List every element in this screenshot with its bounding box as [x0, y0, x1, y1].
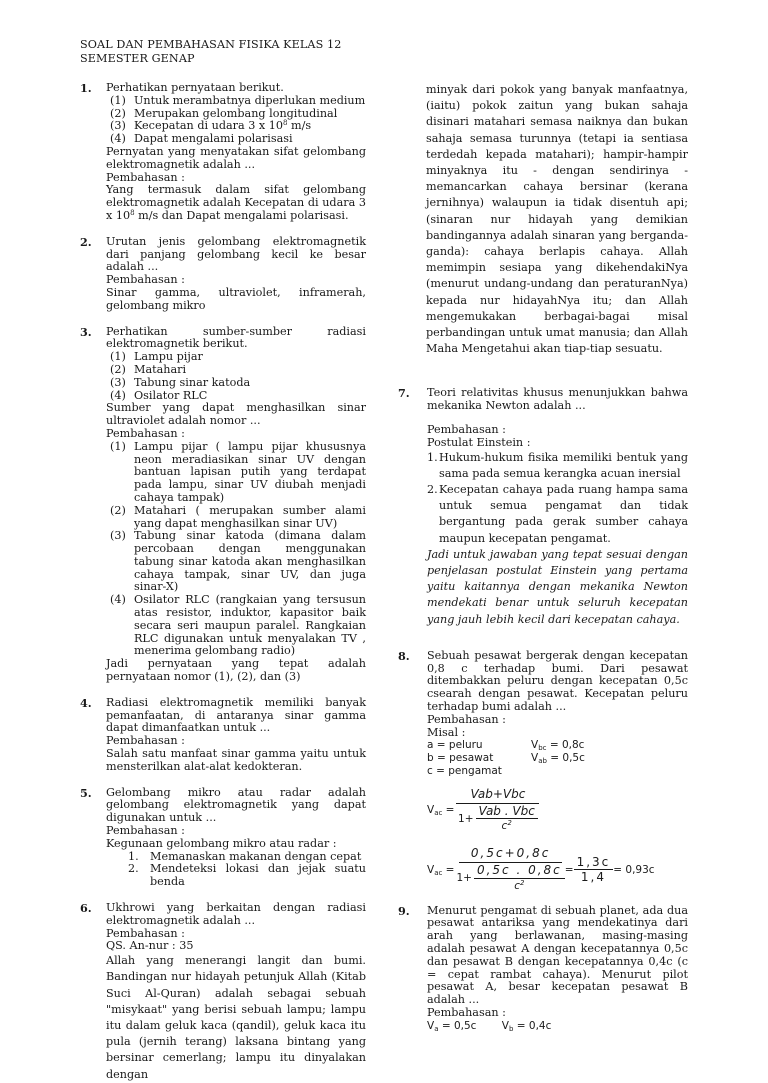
list-item: 1. Memanaskan makanan dengan cepat	[128, 849, 362, 863]
pembahasan-label: Pembahasan :	[427, 1006, 506, 1019]
answer-intro: Kegunaan gelombang mikro atau radar :	[106, 836, 337, 850]
question-text: Sumber yang dapat menghasilkan sinar ultraviolet adalah nomor ...	[106, 401, 366, 428]
question-6	[80, 902, 366, 1083]
explanation-item: (4) Osilator RLC (rangkaian yang tersusun atas resistor, induktor, kapasitor baik secara seri maupun paralel. Rangkaian RLC digunakan untuk menyalakan TV , menerima gelombang radio)	[110, 593, 366, 658]
question-prompt: Perhatikan pernyataan berikut.	[106, 81, 284, 94]
list-item: (2) Matahari	[110, 362, 187, 376]
surah-reference: QS. An-nur : 35	[106, 939, 194, 953]
question-text: Pernyatan yang menyatakan sifat gelombang elektromagnetik adalah ...	[106, 144, 366, 171]
fraction: 0,5c+0,8c 1+ $\frac{0,5c . 0,8c}{c^2}$	[456, 847, 564, 892]
answer-text: Yang termasuk dalam sifat gelombang elektromagnetik adalah Kecepatan di udara 3 x $10^8$ m/s dan Dapat mengalami polarisasi.	[106, 183, 366, 222]
list-item: (1) Untuk merambatnya diperlukan medium	[110, 93, 366, 107]
pembahasan-label: Pembahasan :	[106, 273, 185, 287]
explanation-item: (3) Tabung sinar katoda (dimana dalam percobaan dengan menggunakan tabung sinar katoda akan menghasilkan cahaya tampak, sinar UV, dan juga sinar-X)	[110, 529, 366, 594]
question-number: 5.	[80, 785, 92, 800]
question-prompt: Menurut pengamat di sebuah planet, ada dua pesawat antariksa yang mendekatinya dari arah yang berlawanan, masing-masing adalah pesawat A dengan kecepatannya 0,5c dan pesawat B dengan kecepatannya 0,4c (c = cepat rambat cahaya). Menurut pilot pesawat A, besar kecepatan pesawat B adalah ...	[427, 903, 688, 1007]
question-prompt: Radiasi elektromagnetik memiliki banyak pemanfaatan, di antaranya sinar gamma dapat dimanfaatkan untuk ...	[106, 695, 366, 735]
list-item: (3) Tabung sinar katoda	[110, 375, 251, 389]
variable-row: a = peluru $V_{bc} = 0,8c$	[427, 739, 585, 753]
pembahasan-label: Pembahasan :	[106, 734, 185, 748]
question-number: 4.	[80, 695, 92, 710]
question-prompt: Ukhrowi yang berkaitan dengan radiasi elektromagnetik adalah ...	[106, 901, 366, 927]
conclusion-text: Jadi untuk jawaban yang tepat sesuai dengan penjelasan postulat Einstein yang pertama yaitu kaitannya dengan mekanika Newton mendekati benar untuk seluruh kecepatan yang jauh lebih kecil dari kecepatan cahaya.	[427, 547, 688, 626]
question-number: 3.	[80, 324, 92, 339]
question-prompt: Teori relativitas khusus menunjukkan bahwa mekanika Newton adalah ...	[427, 386, 688, 413]
list-item: (1) Lampu pijar	[110, 350, 203, 364]
explanation-item: (2) Matahari ( merupakan sumber alami yang dapat menghasilkan sinar UV)	[110, 503, 366, 530]
header-title: SOAL DAN PEMBAHASAN FISIKA KELAS 12	[80, 38, 342, 51]
answer-text: Sinar gamma, ultraviolet, inframerah, gelombang mikro	[106, 285, 366, 312]
formula-relativistic-velocity: $V_{ac}$ = Vab+Vbc 1+ $\frac{\text{Vab . Vbc}}{c^2}$	[427, 788, 688, 833]
list-item: (4) Dapat mengalami polarisasi	[110, 132, 293, 146]
conclusion-text: Jadi pernyataan yang tepat adalah pernyataan nomor (1), (2), dan (3)	[106, 657, 366, 684]
question-prompt: Urutan jenis gelombang elektromagnetik dari panjang gelombang kecil ke besar adalah ...	[106, 234, 366, 274]
formula-result: = 0,93c	[613, 863, 655, 876]
question-9	[398, 905, 688, 1033]
pembahasan-label: Pembahasan :	[106, 926, 185, 940]
question-number: 1.	[80, 81, 92, 95]
list-item: 2. Kecepatan cahaya pada ruang hampa sama untuk semua pengamat dan tidak bergantung pada gerak sumber cahaya maupun kecepatan pengamat.	[427, 483, 688, 545]
misal-label: Misal :	[427, 725, 466, 739]
question-number: 9.	[398, 903, 410, 918]
pembahasan-label: Pembahasan :	[106, 170, 185, 184]
question-7	[398, 387, 688, 627]
fraction: Vab+Vbc 1+ $\frac{\text{Vab . Vbc}}{c^2}$	[456, 788, 539, 833]
list-item: (2) Merupakan gelombang longitudinal	[110, 106, 338, 120]
variable-list	[427, 739, 688, 777]
list-item: 1. Hukum-hukum fisika memiliki bentuk yang sama pada semua kerangka acuan inersial	[427, 450, 688, 480]
list-item: (3) Kecepatan di udara 3 x $10^8$ m/s	[110, 119, 312, 133]
question-prompt: Sebuah pesawat bergerak dengan kecepatan 0,8 c terhadap bumi. Dari pesawat ditembakkan peluru dengan kecepatan 0,5c csearah dengan pesawat. Kecepatan peluru terhadap bumi adalah ...	[427, 648, 688, 714]
given-values: $V_a = 0,5c$ $V_b = 0,4c$	[427, 1019, 552, 1033]
verse-text: Allah yang menerangi langit dan bumi. Bandingan nur hidayah petunjuk Allah (Kitab Suci Al-Quran) adalah sebagai sebuah "misykaat" yang berisi sebuah lampu; lampu itu dalam geluk kaca (qandil), geluk kaca itu pula (jernih terang) laksana bintang yang bersinar cemerlang; lampu itu dinyalakan dengan	[106, 954, 366, 1081]
verse-text-continued: minyak dari pokok yang banyak manfaatnya, (iaitu) pokok zaitun yang bukan sahaja disinari matahari semasa naiknya dan bukan sahaja semasa turunnya (tetapi ia sentiasa terdedah kepada matahari); hampir-hampir minyaknya itu - dengan sendirinya - memancarkan cahaya bersinar (kerana jernihnya) walaupun ia tidak disentuh api; (sinaran nur hidayah yang demikian bandingannya adalah sinaran yang berganda-ganda): cahaya berlapis cahaya. Allah memimpin sesiapa yang dikehendakiNya (menurut undang-undang dan peraturanNya) kepada nur hidayahNya itu; dan Allah mengemukakan berbagai-bagai misal perbandingan untuk umat manusia; dan Allah Maha Mengetahui akan tiap-tiap sesuatu.	[426, 83, 688, 356]
question-2	[80, 236, 366, 313]
variable-row: c = pengamat	[427, 765, 502, 778]
question-prompt: Gelombang mikro atau radar adalah gelombang elektromagnetik yang dapat digunakan untuk ...	[106, 785, 366, 825]
postulat-label: Postulat Einstein :	[427, 435, 531, 449]
question-3	[80, 326, 366, 684]
question-number: 8.	[398, 648, 410, 663]
question-number: 2.	[80, 234, 92, 249]
question-8	[398, 650, 688, 893]
right-column	[398, 82, 688, 1046]
answer-text: Salah satu manfaat sinar gamma yaitu untuk mensterilkan alat-alat kedokteran.	[106, 747, 366, 773]
header-subtitle: SEMESTER GENAP	[80, 51, 195, 65]
question-5	[80, 787, 366, 889]
question-prompt: Perhatikan sumber-sumber radiasi elektromagnetik berikut.	[106, 324, 366, 351]
pembahasan-label: Pembahasan :	[106, 426, 185, 440]
document-header	[80, 38, 341, 65]
pembahasan-label: Pembahasan :	[427, 712, 506, 726]
formula-calculation: $V_{ac}$ = 0,5c+0,8c 1+ $\frac{0,5c . 0,8c}{c^2}$ = $\frac{1,3c}{1,4}$ = 0,93c	[427, 846, 655, 892]
question-4	[80, 697, 366, 774]
explanation-item: (1) Lampu pijar ( lampu pijar khususnya neon meradiasikan sinar UV dengan bantuan lapisan putih yang terdapat pada lampu, sinar UV diubah menjadi cahaya tampak)	[110, 439, 366, 504]
pembahasan-label: Pembahasan :	[427, 423, 506, 437]
list-item: 2. Mendeteksi lokasi dan jejak suatu benda	[128, 862, 366, 889]
question-number: 7.	[398, 386, 410, 401]
variable-row: b = pesawat $V_{ab} = 0,5c$	[427, 752, 585, 766]
list-item: (4) Osilator RLC	[110, 388, 208, 402]
question-number: 6.	[80, 901, 92, 916]
left-column	[80, 82, 366, 1083]
question-1	[80, 82, 366, 223]
fraction: $\frac{1,3c}{1,4}$	[574, 856, 614, 885]
pembahasan-label: Pembahasan :	[106, 824, 185, 838]
